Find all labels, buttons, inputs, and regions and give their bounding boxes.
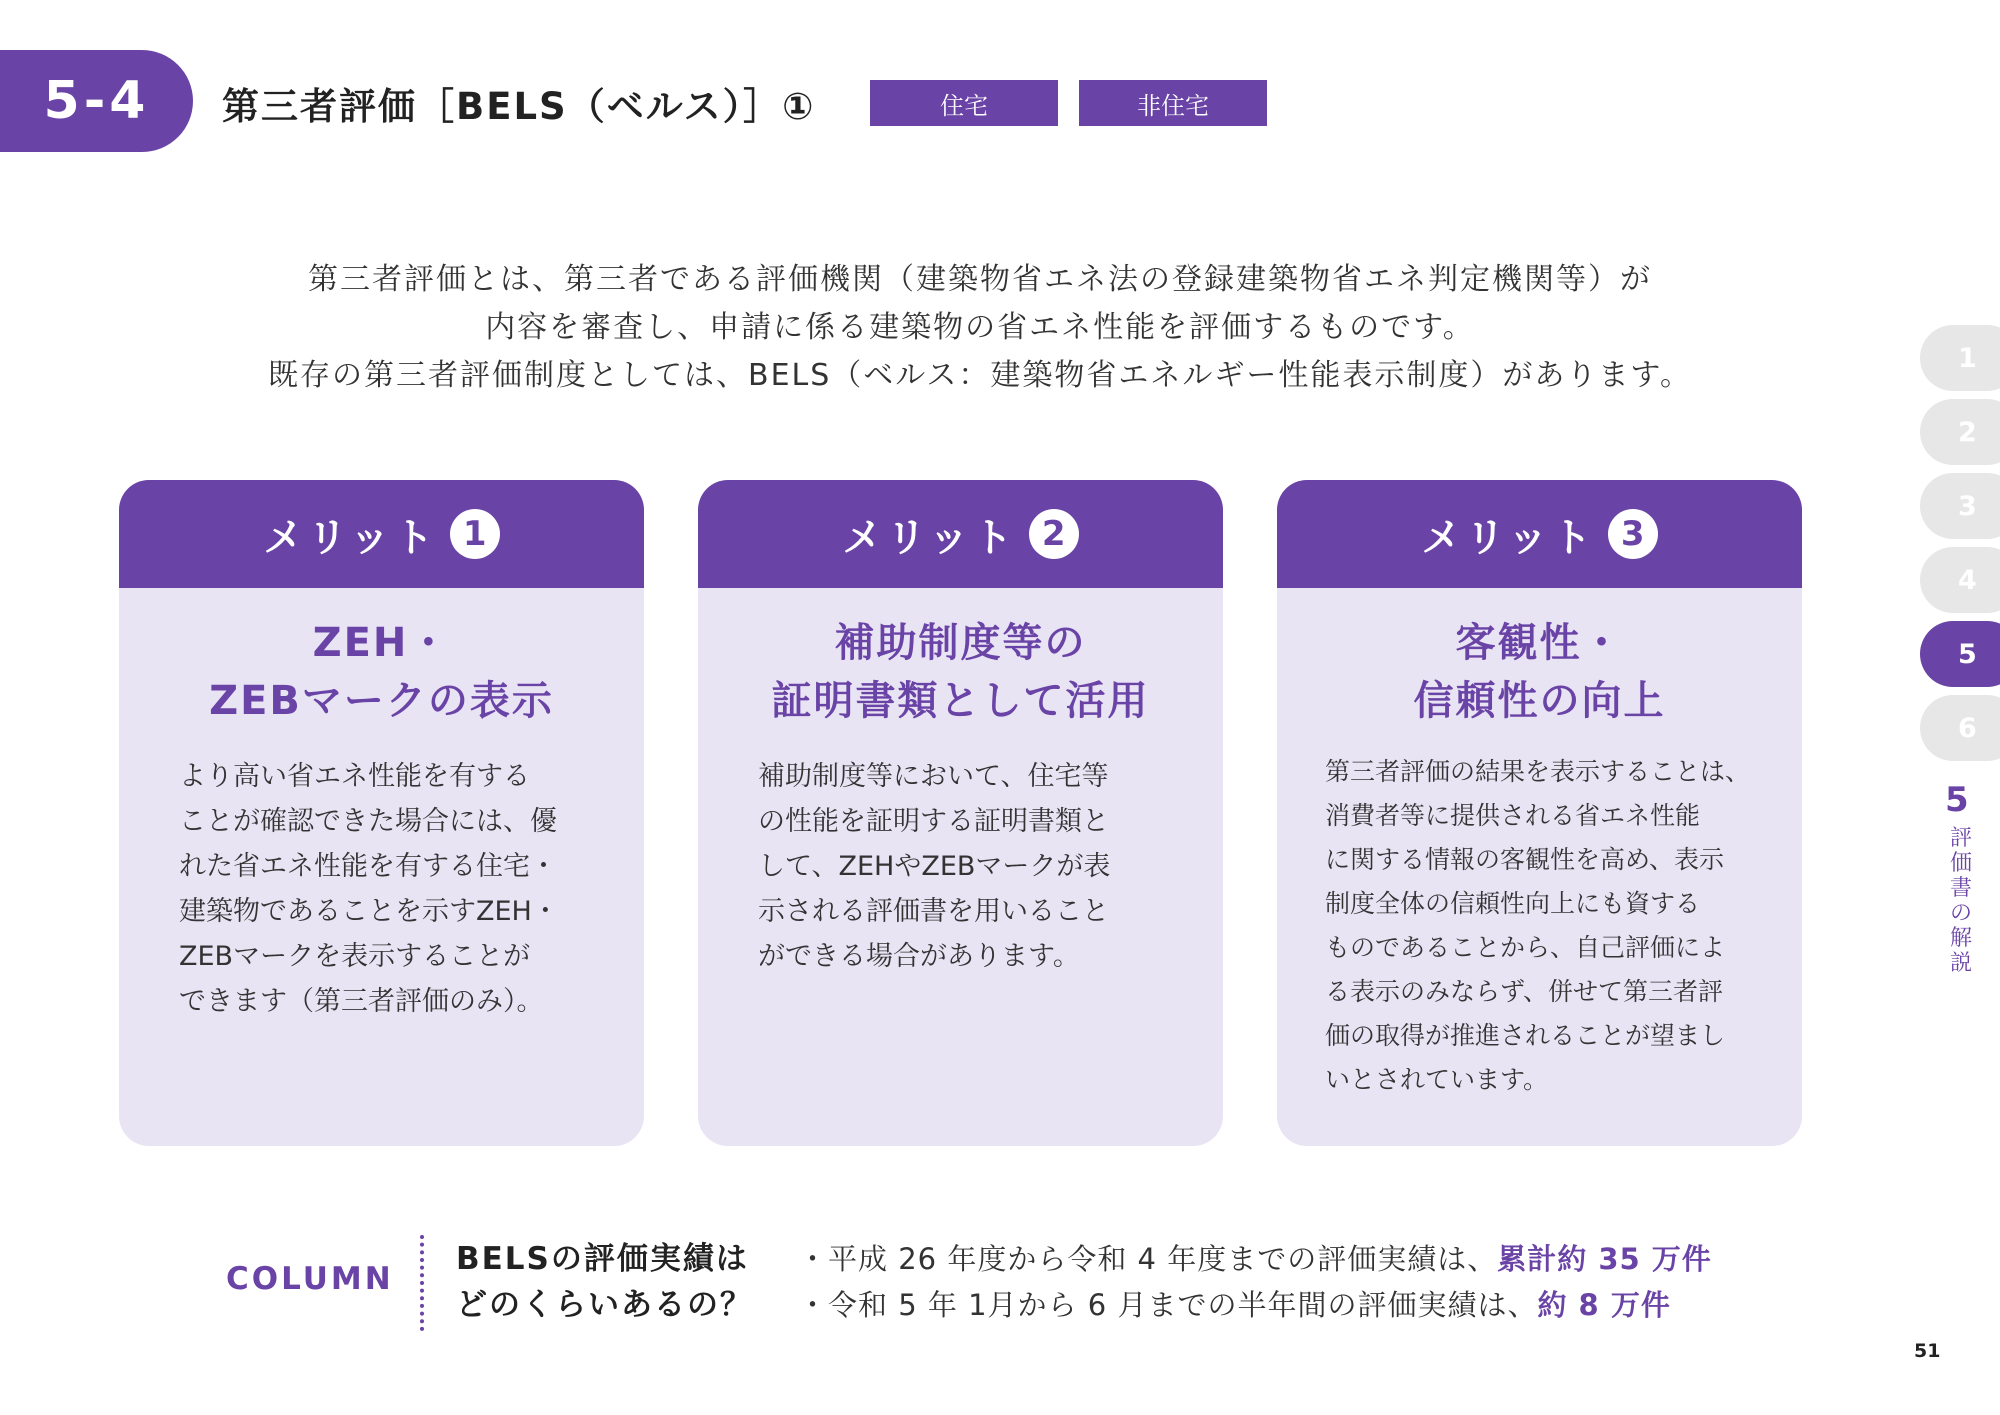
chapter-tab-5[interactable]: 5 xyxy=(1920,621,2000,687)
number-circle-icon: 1 xyxy=(450,509,500,559)
merit-card-header xyxy=(1277,480,1802,588)
merit-card-body-line: 価の取得が推進されることが望まし xyxy=(1325,1021,1726,1050)
chapter-tab-3[interactable]: 3 xyxy=(1920,473,2000,539)
chapter-tab-1[interactable]: 1 xyxy=(1920,325,2000,391)
intro-line: 第三者評価とは、第三者である評価機関（建築物省エネ法の登録建築物省エネ判定機関等）が xyxy=(308,262,1652,297)
column-divider xyxy=(420,1235,424,1331)
merit-card-body xyxy=(1325,750,1760,1102)
chapter-tab-4[interactable]: 4 xyxy=(1920,547,2000,613)
merit-card-title-line: ZEH・ xyxy=(312,620,451,666)
merit-card-title xyxy=(119,614,644,730)
merit-card-title-line: 客観性・ xyxy=(1455,620,1624,666)
column-fact-highlight: 約 8 万件 xyxy=(1537,1288,1671,1322)
section-number-badge: 5-4 xyxy=(0,50,193,152)
column-label: COLUMN xyxy=(226,1261,394,1297)
merit-card-header-label: メリット xyxy=(263,514,438,561)
merit-card-body-line: して、ZEHやZEBマークが表 xyxy=(758,851,1111,882)
merit-card-body-line: 第三者評価の結果を表示することは、 xyxy=(1325,757,1751,786)
merit-card-body xyxy=(758,754,1163,979)
intro-line: 内容を審査し、申請に係る建築物の省エネ性能を評価するものです。 xyxy=(485,310,1475,345)
column-fact-highlight: 累計約 35 万件 xyxy=(1497,1242,1712,1276)
merit-card-body-line: ができる場合があります。 xyxy=(758,941,1080,972)
column-fact-text: ・平成 26 年度から令和 4 年度までの評価実績は、 xyxy=(798,1242,1498,1276)
number-circle-icon: 2 xyxy=(1029,509,1079,559)
merit-card-title xyxy=(1277,614,1802,730)
merit-card-body-line: 制度全体の信頼性向上にも資する xyxy=(1325,889,1701,918)
intro-line: 既存の第三者評価制度としては、BELS（ベルス：建築物省エネルギー性能表示制度）があります。 xyxy=(268,358,1692,393)
merit-card-1 xyxy=(119,480,644,1146)
intro-paragraph xyxy=(150,256,1810,400)
merit-card-header-label: メリット xyxy=(1421,514,1596,561)
merit-card-3 xyxy=(1277,480,1802,1146)
merit-card-body-line: る表示のみならず、併せて第三者評 xyxy=(1325,977,1724,1006)
merit-card-body-line: 補助制度等において、住宅等 xyxy=(758,761,1109,792)
column-question xyxy=(456,1236,753,1328)
merit-card-body xyxy=(179,754,584,1024)
chapter-label: 評価書の解説 xyxy=(1949,826,1972,976)
chapter-tab-2[interactable]: 2 xyxy=(1920,399,2000,465)
column-fact xyxy=(798,1236,1712,1282)
merit-card-body-line: ことが確認できた場合には、優 xyxy=(179,806,557,837)
column-question-line: どのくらいあるの？ xyxy=(456,1287,753,1323)
merit-card-body-line: より高い省エネ性能を有する xyxy=(179,761,530,792)
merit-card-title-line: 証明書類として活用 xyxy=(771,678,1150,724)
merit-card-body-line: 消費者等に提供される省エネ性能 xyxy=(1325,801,1701,830)
chapter-tab-6[interactable]: 6 xyxy=(1920,695,2000,761)
chapter-number: 5 xyxy=(1945,780,1969,820)
merit-card-body-line: の性能を証明する証明書類と xyxy=(758,806,1109,837)
merit-card-title-line: 補助制度等の xyxy=(834,620,1087,666)
column-fact xyxy=(798,1282,1712,1328)
merit-card-body-line: れた省エネ性能を有する住宅・ xyxy=(179,851,557,882)
tag-non-housing: 非住宅 xyxy=(1079,80,1267,126)
merit-card-body-line: に関する情報の客観性を高め、表示 xyxy=(1325,845,1725,874)
merit-card-header xyxy=(119,480,644,588)
column-fact-text: ・令和 5 年 1月から 6 月までの半年間の評価実績は、 xyxy=(798,1288,1538,1322)
merit-card-title-line: ZEBマークの表示 xyxy=(209,678,554,724)
number-circle-icon: 3 xyxy=(1608,509,1658,559)
merit-card-body-line: 建築物であることを示すZEH・ xyxy=(179,896,559,927)
column-facts xyxy=(798,1236,1712,1328)
merit-card-body-line: 示される評価書を用いること xyxy=(758,896,1109,927)
merit-card-header xyxy=(698,480,1223,588)
page-number: 51 xyxy=(1914,1340,1941,1362)
merit-card-body-line: できます（第三者評価のみ）。 xyxy=(179,986,544,1017)
page-title: 第三者評価［BELS（ベルス）］① xyxy=(222,85,816,128)
column-question-line: BELSの評価実績は xyxy=(456,1241,749,1277)
merit-card-body-line: いとされています。 xyxy=(1325,1065,1549,1094)
merit-card-body-line: ものであることから、自己評価によ xyxy=(1325,933,1726,962)
merit-card-title xyxy=(698,614,1223,730)
merit-card-body-line: ZEBマークを表示することが xyxy=(179,941,531,972)
tag-housing: 住宅 xyxy=(870,80,1058,126)
merit-card-header-label: メリット xyxy=(842,514,1017,561)
merit-card-title-line: 信頼性の向上 xyxy=(1413,678,1666,724)
merit-card-2 xyxy=(698,480,1223,1146)
